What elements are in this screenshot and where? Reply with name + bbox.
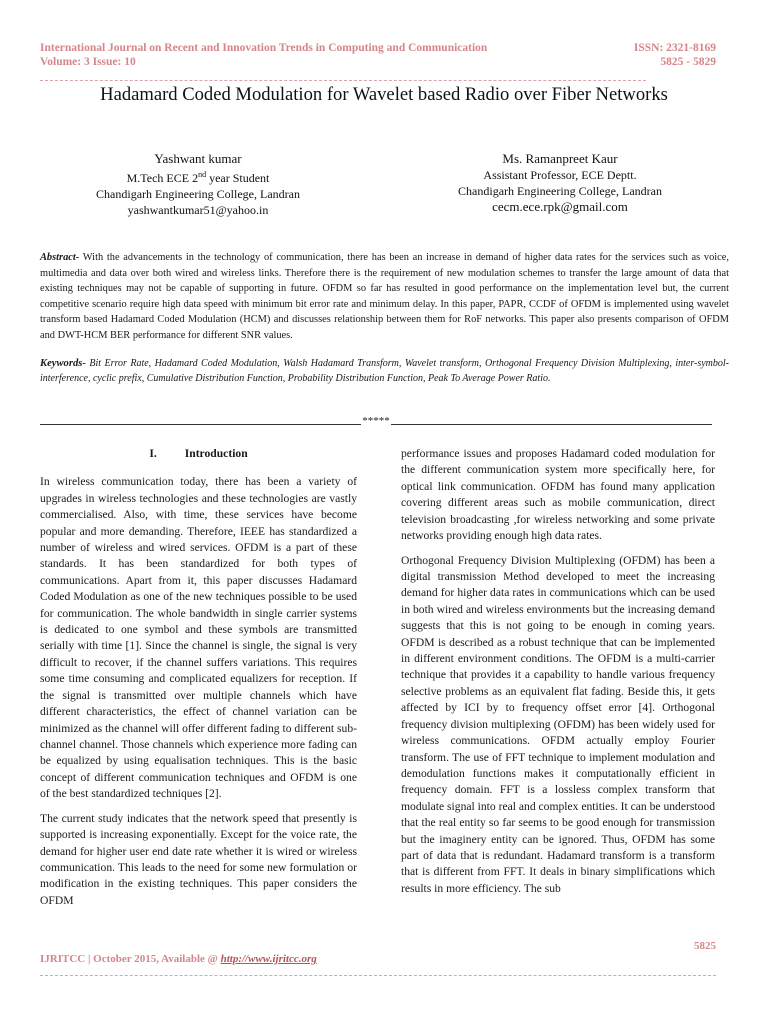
paper-title: Hadamard Coded Modulation for Wavelet based Radio over Fiber Networks [100, 84, 668, 105]
author-role: Assistant Professor, ECE Deptt. [483, 168, 637, 182]
section-separator [40, 414, 712, 428]
paragraph: Orthogonal Frequency Division Multiplexing (OFDM) has been a digital transmission Method developed to meet the increasing demand for higher data rates in communications which can be used in both wired and wireless environments but the increasing demand suggests that this is not going to be enough in coming years. OFDM is described as a robust technique that can be implemented in different environment conditions. The OFDM is a multi-carrier technique that provides it a capability to handle various frequency selective problems as an equivalent flat fading. Beside this, it gets affected by ICI by to frequency offset error [4]. Orthogonal frequency division multiplexing (OFDM) has been widely used for wireless communications. OFDM actually employ Fourier transform. The use of FFT technique to implement modulation and demodulation functions makes it computationally efficient in frequency domain. FFT is a lossless complex transform that modulate signal into real and complex entities. It can be understood that the real entity so far seems to be good enough for transmission but the imaginery entity can be ignored. Thus, OFDM has some part of data that is redundant. Hadamard transform is a transform that is different from FFT. It deals in binary simplifications which results in more efficiency. The sub [401, 553, 715, 895]
separator-line-left [40, 424, 361, 425]
abstract-label: Abstract- [40, 252, 80, 263]
footer [40, 953, 317, 965]
section-heading: I. Introduction [149, 447, 248, 460]
separator-line-right [391, 424, 712, 425]
author-affiliation: Chandigarh Engineering College, Landran [458, 184, 662, 198]
keywords [40, 356, 729, 387]
paragraph: performance issues and proposes Hadamard coded modulation for the different communication system more specifically here, for optical link communication. OFDM has found many application covering different areas such as mobile communication, direct television broadcasting ,for wireless networking and some private networks providing enough high data rates. [401, 447, 715, 543]
abstract [40, 250, 729, 344]
author-block-1 [72, 150, 324, 218]
header-divider [40, 80, 646, 81]
author-block-2 [430, 150, 690, 215]
left-column [40, 446, 357, 917]
abstract-text: With the advancements in the technology of communication, there has been an increase in demand of higher data rates for the services such as voice, multimedia and data over both wired and wireless links. Therefore there is the requirement of new modulation schemes to transfer the large amount of data that existing techniques may not be capable of supporting in future. OFDM so far has resulted in good performance on the implementation level but, the current competitive scenario require high data speed with minimum bit error rate and minimum delay. In this paper, PAPR, CCDF of OFDM is implemented using wavelet transform based Hadamard Coded Modulation (HCM) and discusses relationship between them for RoF networks. This paper also presents comparison of OFDM and DWT-HCM BER performance for different SNR values. [40, 252, 729, 341]
separator-stars: ***** [362, 415, 390, 427]
page-range: 5825 - 5829 [660, 56, 716, 68]
author-role: M.Tech ECE 2nd year Student [126, 170, 270, 185]
author-name: Ms. Ramanpreet Kaur [502, 151, 618, 166]
paragraph: In wireless communication today, there has been a variety of upgrades in wireless technologies and these technologies are vastly commercialised. Also, with time, these services have become popular and more demanding. Therefore, IEEE has standardized a number of wireless and wired services. OFDM is a part of these standards. It has been standardized for both types of communications. Apart from it, this paper discusses Hadamard Coded Modulation as one of the new techniques possible to be used for communication. The whole bandwidth in single carrier systems is dedicated to one symbol and these symbols are transmitted serially with time [1]. Since the channel is single, the signal is very difficult to recover, if the channel suffers variations. This requires some time consuming and complicated equalizers for reception. If the signal is transmitted over multiple channels which have different characteristics, the effect of channel variation can be minimized as the channel will offer different fading to different sub-channel channel. Those channels which experience more fading can be equalized by using equalisation techniques. This is the basic concept of different communication techniques and OFDM is one of the best standardized techniques [2]. [40, 475, 357, 801]
author-email: yashwantkumar51@yahoo.in [127, 203, 269, 217]
author-email: cecm.ece.rpk@gmail.com [492, 199, 628, 214]
paragraph: The current study indicates that the network speed that presently is supported is increasing exponentially. Except for the voice rate, the demand for higher user end date rate whether it is wired or wireless communication. This leads to the need for some new formulation or modification in the existing techniques. This paper considers the OFDM [40, 811, 357, 907]
keywords-label: Keywords- [40, 358, 86, 369]
footer-divider [40, 975, 716, 976]
journal-volume: Volume: 3 Issue: 10 [40, 56, 136, 68]
author-affiliation: Chandigarh Engineering College, Landran [96, 187, 300, 201]
journal-issn: ISSN: 2321-8169 [633, 42, 716, 54]
page-number: 5825 [694, 940, 716, 952]
footer-text: IJRITCC | October 2015, Available @ [40, 953, 221, 965]
author-name: Yashwant kumar [154, 151, 242, 166]
keywords-text: Bit Error Rate, Hadamard Coded Modulation, Walsh Hadamard Transform, Wavelet transform, Orthogonal Frequency Division Multiplexing, inter-symbol-interference, cyclic prefix, Cumulative Distribution Function, Probability Distribution Function, Peak To Average Power Ratio. [40, 358, 729, 385]
journal-name: International Journal on Recent and Innovation Trends in Computing and Communication [40, 42, 488, 54]
journal-link[interactable]: http://www.ijritcc.org [220, 953, 317, 965]
right-column [401, 446, 715, 905]
